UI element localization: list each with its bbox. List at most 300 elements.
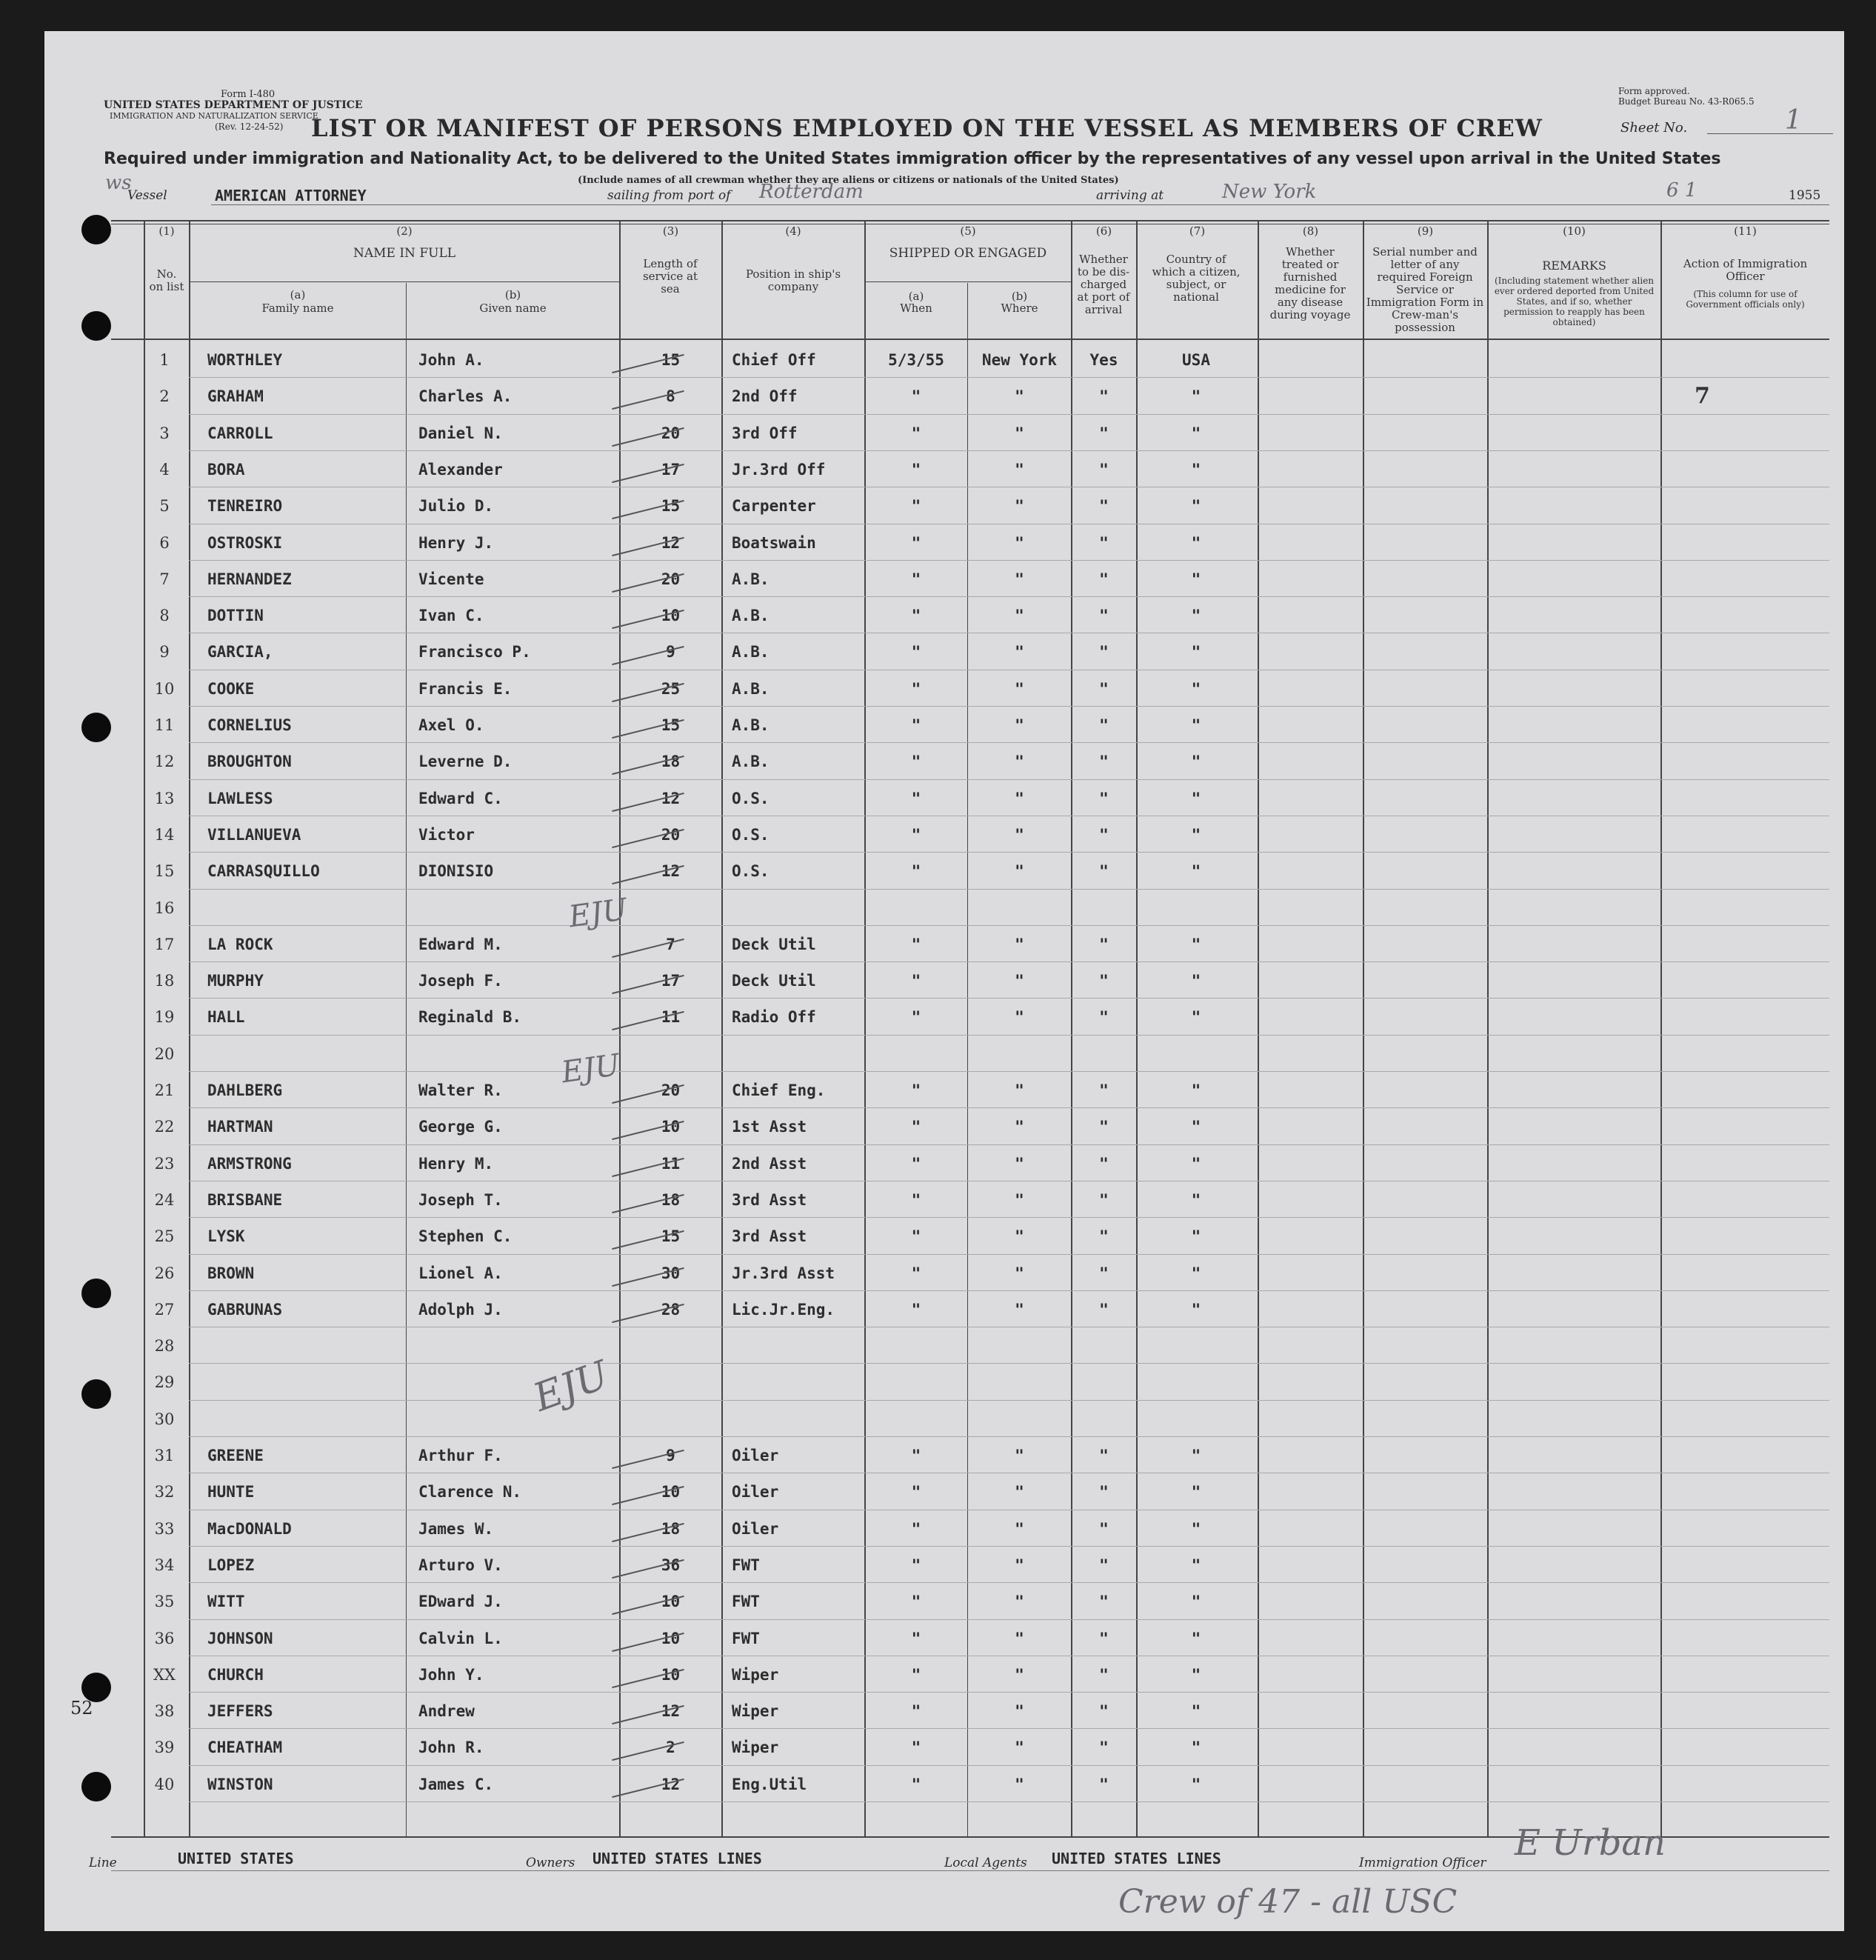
col5a-number: (a) xyxy=(908,290,924,303)
row-rule xyxy=(189,414,1829,415)
position: 3rd Asst xyxy=(732,1190,807,1209)
service-length: 12 xyxy=(661,1775,681,1793)
family-name: VILLANUEVA xyxy=(207,825,301,844)
given-name: George G. xyxy=(418,1118,503,1136)
family-name: WITT xyxy=(207,1593,245,1611)
punch-hole xyxy=(81,311,111,341)
service-length: 8 xyxy=(666,387,675,406)
discharge: " xyxy=(1099,1447,1109,1464)
header-bottom-rule xyxy=(111,339,1829,340)
sailing-label: sailing from port of xyxy=(607,188,731,203)
position: FWT xyxy=(732,1556,760,1574)
sheet-underline xyxy=(1707,133,1833,134)
row-rule xyxy=(189,925,1829,926)
form-revision: (Rev. 12-24-52) xyxy=(215,121,284,132)
shipped-where: " xyxy=(1015,1702,1024,1721)
shipped-when: " xyxy=(911,643,921,661)
family-name: HARTMAN xyxy=(207,1118,273,1136)
family-name: DAHLBERG xyxy=(207,1081,283,1099)
shipped-where: " xyxy=(1015,1008,1024,1027)
country: " xyxy=(1191,972,1201,990)
row-rule xyxy=(189,1363,1829,1364)
country: " xyxy=(1191,935,1201,953)
service-length: 10 xyxy=(661,1483,681,1501)
family-name: JEFFERS xyxy=(207,1702,273,1721)
service-length: 20 xyxy=(661,570,681,588)
col2b-number: (b) xyxy=(504,288,521,301)
col2b-header: Given name xyxy=(479,301,547,315)
col-divider-8 xyxy=(1258,220,1259,1836)
form-approved: Form approved. xyxy=(1618,86,1690,96)
given-name: Andrew xyxy=(418,1702,475,1721)
shipped-where: " xyxy=(1015,387,1024,406)
service-length: 12 xyxy=(661,533,681,552)
col8-number: (8) xyxy=(1302,224,1319,238)
given-name: Vicente xyxy=(418,570,484,588)
discharge: " xyxy=(1099,1629,1109,1647)
position: Chief Off xyxy=(732,351,816,369)
row-rule xyxy=(189,1765,1829,1766)
discharge: " xyxy=(1099,1118,1109,1136)
shipped-when: " xyxy=(911,1739,921,1757)
row-number: 14 xyxy=(154,825,175,844)
shipped-when: " xyxy=(911,935,921,953)
shipped-where: " xyxy=(1015,570,1024,588)
shipped-where: " xyxy=(1015,643,1024,661)
country: " xyxy=(1191,789,1201,807)
country: " xyxy=(1191,460,1201,479)
row-number: 4 xyxy=(159,460,170,479)
family-name: BROWN xyxy=(207,1264,255,1282)
row-number: 30 xyxy=(154,1410,175,1428)
given-name: Henry M. xyxy=(418,1154,494,1173)
country: " xyxy=(1191,1264,1201,1282)
budget-bureau: Budget Bureau No. 43-R065.5 xyxy=(1618,96,1755,107)
col-divider-9 xyxy=(1363,220,1364,1836)
discharge: " xyxy=(1099,1190,1109,1209)
owners-label: Owners xyxy=(526,1856,575,1870)
country: " xyxy=(1191,862,1201,881)
shipped-when: " xyxy=(911,753,921,771)
country: " xyxy=(1191,1008,1201,1027)
col-divider-2 xyxy=(189,220,190,1836)
discharge: " xyxy=(1099,1739,1109,1757)
shipped-when: " xyxy=(911,1300,921,1319)
family-name: TENREIRO xyxy=(207,497,283,516)
position: Wiper xyxy=(732,1739,779,1757)
row-number: 26 xyxy=(154,1264,175,1282)
family-name: GABRUNAS xyxy=(207,1300,283,1319)
service-length: 12 xyxy=(661,862,681,881)
row-number: 23 xyxy=(154,1154,175,1173)
service-length: 10 xyxy=(661,1629,681,1647)
row-number: 1 xyxy=(159,351,170,369)
family-name: HALL xyxy=(207,1008,245,1027)
discharge: " xyxy=(1099,825,1109,844)
remarks-mark: 7 xyxy=(1695,383,1710,409)
discharge: " xyxy=(1099,1775,1109,1793)
col5-number: (5) xyxy=(960,224,976,238)
shipped-when: " xyxy=(911,1593,921,1611)
col2-header: NAME IN FULL xyxy=(353,246,456,261)
family-name: ARMSTRONG xyxy=(207,1154,292,1173)
row-rule xyxy=(189,1400,1829,1401)
position: 1st Asst xyxy=(732,1118,807,1136)
row-number: 36 xyxy=(154,1629,175,1647)
row-rule xyxy=(189,1436,1829,1437)
service-length: 10 xyxy=(661,1118,681,1136)
shipped-when: " xyxy=(911,460,921,479)
form-title: LIST OR MANIFEST OF PERSONS EMPLOYED ON THE VESSEL AS MEMBERS OF CREW xyxy=(311,114,1543,142)
row-number: 27 xyxy=(154,1300,175,1319)
service-name: IMMIGRATION AND NATURALIZATION SERVICE xyxy=(110,111,318,121)
country: " xyxy=(1191,716,1201,734)
discharge: " xyxy=(1099,862,1109,881)
family-name: BROUGHTON xyxy=(207,753,292,771)
punch-hole xyxy=(81,1379,111,1409)
row-number: 25 xyxy=(154,1227,175,1246)
position: FWT xyxy=(732,1593,760,1611)
manifest-sheet xyxy=(44,31,1844,1931)
col5a-header: When xyxy=(900,301,932,315)
country: " xyxy=(1191,1702,1201,1721)
row-rule xyxy=(189,450,1829,451)
discharge: " xyxy=(1099,1154,1109,1173)
row-number: 18 xyxy=(154,972,175,990)
discharge: " xyxy=(1099,497,1109,516)
given-name: James W. xyxy=(418,1519,494,1538)
row-rule xyxy=(189,961,1829,962)
vessel-name: AMERICAN ATTORNEY xyxy=(215,187,367,204)
given-name: Arthur F. xyxy=(418,1447,503,1464)
country: " xyxy=(1191,1227,1201,1246)
row-number: 31 xyxy=(154,1447,175,1464)
discharge: " xyxy=(1099,716,1109,734)
shipped-when: " xyxy=(911,1447,921,1464)
position: 2nd Off xyxy=(732,387,798,406)
shipped-when: " xyxy=(911,716,921,734)
country: " xyxy=(1191,1081,1201,1099)
shipped-when: " xyxy=(911,1629,921,1647)
service-length: 12 xyxy=(661,789,681,807)
col6-header: Whether to be dis-charged at port of arrival xyxy=(1077,253,1130,316)
shipped-where: " xyxy=(1015,1227,1024,1246)
shipped-when: " xyxy=(911,424,921,442)
position: Chief Eng. xyxy=(732,1081,826,1099)
discharge: " xyxy=(1099,1665,1109,1684)
row-number: 11 xyxy=(154,716,175,734)
col9-header: Serial number and letter of any required Foreign Service or Immigration Form in Crew-man's possession xyxy=(1366,245,1484,334)
shipped-when: " xyxy=(911,387,921,406)
row-number: 8 xyxy=(159,607,170,625)
country: " xyxy=(1191,1593,1201,1611)
discharge: " xyxy=(1099,1008,1109,1027)
row-number: 10 xyxy=(154,679,175,698)
row-number: 24 xyxy=(154,1190,175,1209)
shipped-when: " xyxy=(911,570,921,588)
shipped-where: " xyxy=(1015,1593,1024,1611)
service-length: 18 xyxy=(661,1190,681,1209)
service-length: 11 xyxy=(661,1154,681,1173)
col4-number: (4) xyxy=(785,224,801,238)
given-name: Arturo V. xyxy=(418,1556,503,1574)
shipped-where: " xyxy=(1015,825,1024,844)
row-rule xyxy=(189,889,1829,890)
service-length: 25 xyxy=(661,679,681,698)
service-length: 10 xyxy=(661,1665,681,1684)
row-number: XX xyxy=(153,1665,176,1684)
row-rule xyxy=(189,998,1829,999)
shipped-when: " xyxy=(911,1008,921,1027)
row-number: 33 xyxy=(154,1519,175,1538)
row-rule xyxy=(189,1144,1829,1145)
shipped-where: New York xyxy=(981,351,1058,369)
position: Deck Util xyxy=(732,972,816,990)
service-length: 17 xyxy=(661,972,681,990)
col10-number: (10) xyxy=(1563,224,1586,238)
position: Deck Util xyxy=(732,935,816,953)
shipped-where: " xyxy=(1015,1483,1024,1501)
shipped-when: " xyxy=(911,1154,921,1173)
row-number: 20 xyxy=(154,1044,175,1063)
family-name: OSTROSKI xyxy=(207,533,283,552)
shipped-subheader-rule xyxy=(864,281,1071,282)
family-name: MacDONALD xyxy=(207,1519,292,1538)
family-name: CHEATHAM xyxy=(207,1739,283,1757)
shipped-when: " xyxy=(911,1081,921,1099)
family-name: LA ROCK xyxy=(207,935,273,953)
row-rule xyxy=(189,560,1829,561)
row-number: 9 xyxy=(159,643,170,661)
footer-underline xyxy=(111,1870,1829,1871)
family-name: HUNTE xyxy=(207,1483,255,1501)
row-rule xyxy=(189,596,1829,597)
country: " xyxy=(1191,1665,1201,1684)
punch-hole xyxy=(81,1279,111,1308)
shipped-where: " xyxy=(1015,935,1024,953)
shipped-when: " xyxy=(911,789,921,807)
country: " xyxy=(1191,533,1201,552)
initials-3: EJU xyxy=(527,1353,615,1421)
position: Oiler xyxy=(732,1483,779,1501)
shipped-where: " xyxy=(1015,1739,1024,1757)
shipped-when: " xyxy=(911,1775,921,1793)
shipped-when: " xyxy=(911,497,921,516)
position: A.B. xyxy=(732,607,770,625)
country: " xyxy=(1191,1739,1201,1757)
discharge: " xyxy=(1099,1593,1109,1611)
col-divider-4 xyxy=(721,220,723,1836)
given-name: Walter R. xyxy=(418,1081,503,1099)
officer-signature: E Urban xyxy=(1515,1822,1666,1864)
row-number: 13 xyxy=(154,789,175,807)
col4-header: Position in ship's company xyxy=(745,267,841,293)
col2a-header: Family name xyxy=(261,301,334,315)
line-value: UNITED STATES xyxy=(178,1850,294,1867)
position: A.B. xyxy=(732,716,770,734)
service-length: 36 xyxy=(661,1556,681,1574)
country: " xyxy=(1191,643,1201,661)
row-number: 28 xyxy=(154,1337,175,1356)
country: USA xyxy=(1182,351,1210,369)
sheet-label: Sheet No. xyxy=(1620,120,1688,136)
position: A.B. xyxy=(732,570,770,588)
family-name: WINSTON xyxy=(207,1775,273,1793)
family-name: LAWLESS xyxy=(207,789,273,807)
punch-hole xyxy=(81,215,111,244)
col1-number: (1) xyxy=(158,224,175,238)
given-name: Ivan C. xyxy=(418,607,484,625)
row-rule xyxy=(189,1071,1829,1072)
col10-note: (Including statement whether alien ever ordered deported from United States, and if so, whether permission to reapply has been obtained) xyxy=(1494,276,1655,327)
family-name: CARRASQUILLO xyxy=(207,862,320,881)
row-number: 40 xyxy=(154,1775,175,1793)
discharge: Yes xyxy=(1089,351,1118,369)
position: A.B. xyxy=(732,643,770,661)
shipped-where: " xyxy=(1015,1300,1024,1319)
col7-number: (7) xyxy=(1189,224,1206,238)
service-length: 28 xyxy=(661,1300,681,1319)
shipped-where: " xyxy=(1015,716,1024,734)
service-length: 15 xyxy=(661,716,681,734)
family-name: CORNELIUS xyxy=(207,716,292,734)
position: 2nd Asst xyxy=(732,1154,807,1173)
row-number: 22 xyxy=(154,1118,175,1136)
family-name: HERNANDEZ xyxy=(207,570,292,588)
service-length: 10 xyxy=(661,1593,681,1611)
row-rule xyxy=(189,1728,1829,1729)
family-name: GREENE xyxy=(207,1447,264,1464)
col5b-header: Where xyxy=(1001,301,1038,315)
position: 3rd Off xyxy=(732,424,798,442)
shipped-when: " xyxy=(911,679,921,698)
col-divider-10 xyxy=(1487,220,1489,1836)
given-name: John R. xyxy=(418,1739,484,1757)
row-number: 5 xyxy=(159,497,170,516)
row-number: 15 xyxy=(154,862,175,881)
given-name: EDward J. xyxy=(418,1593,503,1611)
family-name: DOTTIN xyxy=(207,607,264,625)
row-number: 12 xyxy=(154,753,175,771)
shipped-when: " xyxy=(911,1483,921,1501)
given-name: Stephen C. xyxy=(418,1227,513,1246)
vessel-underline xyxy=(211,204,1829,205)
service-length: 30 xyxy=(661,1264,681,1282)
family-name: CHURCH xyxy=(207,1665,264,1684)
shipped-when: " xyxy=(911,1190,921,1209)
row-rule xyxy=(189,706,1829,707)
given-name: John A. xyxy=(418,351,484,369)
given-name: Adolph J. xyxy=(418,1300,503,1319)
agents-value: UNITED STATES LINES xyxy=(1052,1850,1221,1867)
discharge: " xyxy=(1099,533,1109,552)
country: " xyxy=(1191,387,1201,406)
position: A.B. xyxy=(732,679,770,698)
form-number: Form I-480 xyxy=(221,89,276,100)
shipped-where: " xyxy=(1015,1519,1024,1538)
shipped-where: " xyxy=(1015,607,1024,625)
row-number: 3 xyxy=(159,424,170,442)
given-name: Charles A. xyxy=(418,387,513,406)
shipped-when: 5/3/55 xyxy=(888,351,944,369)
row-number: 2 xyxy=(159,387,170,406)
col3-number: (3) xyxy=(662,224,679,238)
position: Oiler xyxy=(732,1519,779,1538)
row-number: 19 xyxy=(154,1008,175,1027)
margin-mark: 52 xyxy=(70,1698,93,1719)
crew-note: Crew of 47 - all USC xyxy=(1118,1883,1458,1921)
discharge: " xyxy=(1099,1519,1109,1538)
col3-header: Length of service at sea xyxy=(642,257,698,296)
position: Eng.Util xyxy=(732,1775,807,1793)
shipped-when: " xyxy=(911,1665,921,1684)
shipped-when: " xyxy=(911,972,921,990)
arrival-year: 1955 xyxy=(1789,188,1821,203)
arriving-port: New York xyxy=(1222,181,1317,203)
arrival-date: 6 1 xyxy=(1666,179,1698,201)
col-divider-2b xyxy=(406,283,407,1836)
shipped-where: " xyxy=(1015,1264,1024,1282)
discharge: " xyxy=(1099,1483,1109,1501)
discharge: " xyxy=(1099,1227,1109,1246)
shipped-where: " xyxy=(1015,1629,1024,1647)
service-length: 11 xyxy=(661,1008,681,1027)
given-name: Reginald B. xyxy=(418,1008,522,1027)
family-name: LYSK xyxy=(207,1227,245,1246)
service-length: 17 xyxy=(661,460,681,479)
family-name: WORTHLEY xyxy=(207,351,283,369)
row-number: 34 xyxy=(154,1556,175,1574)
form-subtitle: Required under immigration and Nationality Act, to be delivered to the United States immigration officer by the representatives of any vessel upon arrival in the United States xyxy=(104,150,1721,168)
form-note: (Include names of all crewman whether they are aliens or citizens or nationals of the United States) xyxy=(578,175,1119,186)
service-length: 12 xyxy=(661,1702,681,1721)
discharge: " xyxy=(1099,1556,1109,1574)
country: " xyxy=(1191,679,1201,698)
service-length: 20 xyxy=(661,825,681,844)
shipped-where: " xyxy=(1015,1081,1024,1099)
shipped-where: " xyxy=(1015,1118,1024,1136)
given-name: Leverne D. xyxy=(418,753,513,771)
shipped-where: " xyxy=(1015,789,1024,807)
given-name: James C. xyxy=(418,1775,494,1793)
given-name: Lionel A. xyxy=(418,1264,503,1282)
shipped-when: " xyxy=(911,1118,921,1136)
row-number: 21 xyxy=(154,1081,175,1099)
shipped-when: " xyxy=(911,1227,921,1246)
row-rule xyxy=(189,1582,1829,1583)
col5b-number: (b) xyxy=(1011,290,1028,303)
shipped-when: " xyxy=(911,862,921,881)
country: " xyxy=(1191,1519,1201,1538)
agents-label: Local Agents xyxy=(944,1856,1027,1870)
col10-header: REMARKS xyxy=(1542,259,1606,273)
row-rule xyxy=(189,1254,1829,1255)
row-rule xyxy=(189,1107,1829,1108)
given-name: Joseph F. xyxy=(418,972,503,990)
position: 3rd Asst xyxy=(732,1227,807,1246)
shipped-where: " xyxy=(1015,1154,1024,1173)
service-length: 15 xyxy=(661,351,681,369)
row-rule xyxy=(189,1801,1829,1802)
shipped-where: " xyxy=(1015,679,1024,698)
col11-note: (This column for use of Government officials only) xyxy=(1686,289,1805,310)
position: O.S. xyxy=(732,825,770,844)
position: FWT xyxy=(732,1629,760,1647)
row-rule xyxy=(189,1217,1829,1218)
given-name: Clarence N. xyxy=(418,1483,522,1501)
col11-number: (11) xyxy=(1734,224,1757,238)
country: " xyxy=(1191,1190,1201,1209)
